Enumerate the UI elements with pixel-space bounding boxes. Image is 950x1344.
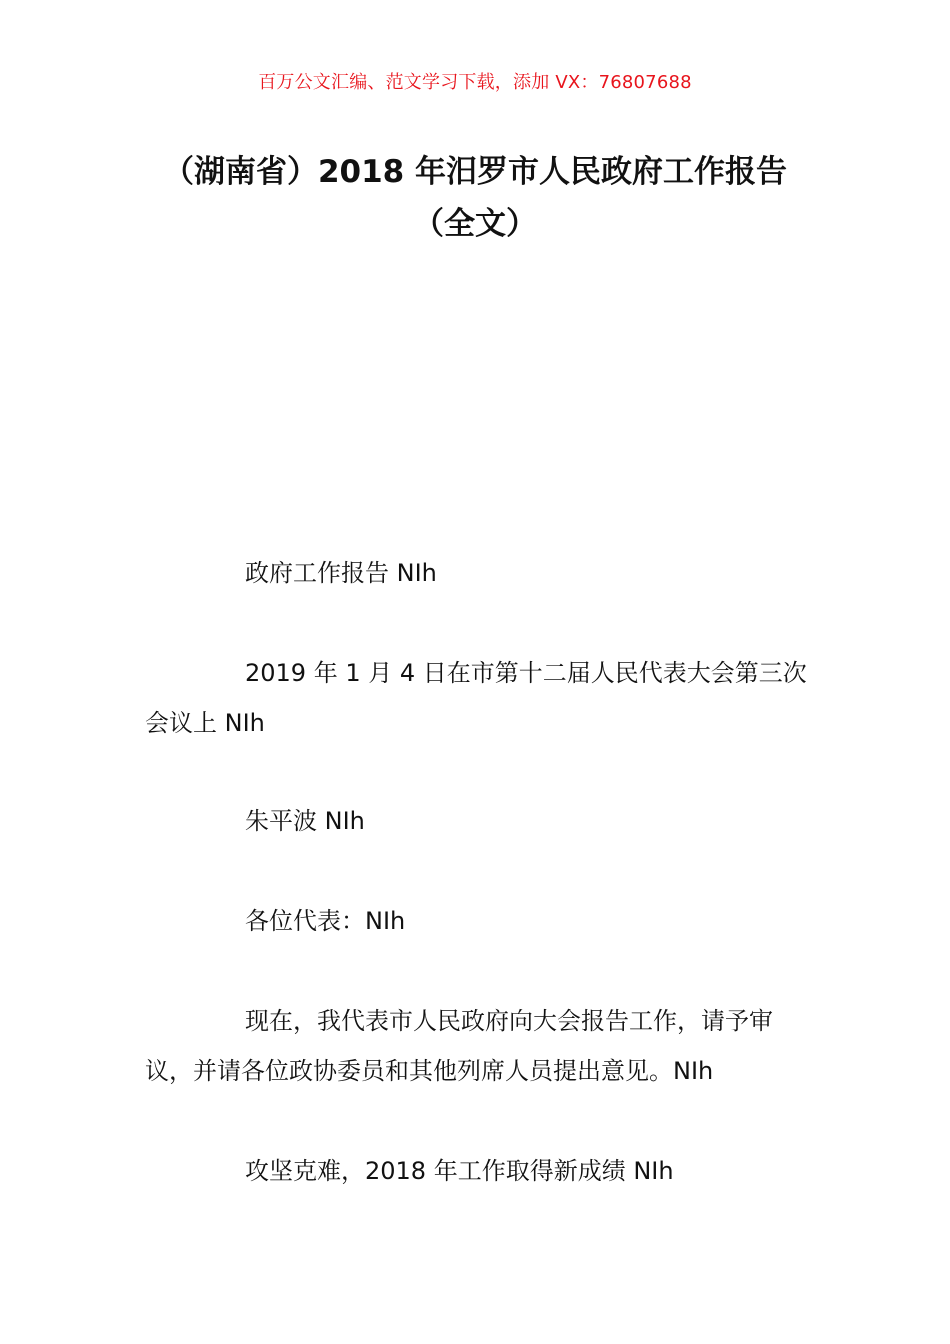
- paragraph-salutation: 各位代表：NIh: [245, 907, 406, 935]
- paragraph-meeting-date: 2019 年 1 月 4 日在市第十二届人民代表大会第三次会议上 NIh: [145, 659, 807, 737]
- paragraph-opening: 现在，我代表市人民政府向大会报告工作，请予审议，并请各位政协委员和其他列席人员提出意见。NIh: [145, 1007, 773, 1085]
- document-title: （湖南省）2018 年汨罗市人民政府工作报告（全文）: [162, 154, 788, 242]
- paragraph-report-heading: 政府工作报告 NIh: [245, 559, 437, 587]
- header-note: 百万公文汇编、范文学习下载，添加 VX：76807688: [258, 72, 692, 93]
- paragraph-speaker: 朱平波 NIh: [245, 807, 365, 835]
- paragraph-section-heading: 攻坚克难，2018 年工作取得新成绩 NIh: [245, 1157, 674, 1185]
